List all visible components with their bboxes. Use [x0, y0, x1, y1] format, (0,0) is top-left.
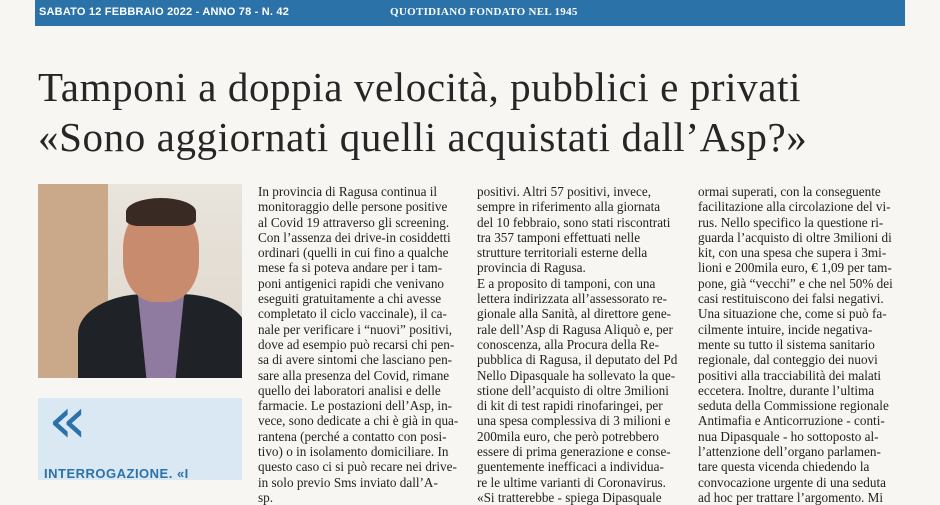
text-line: tra 357 tamponi effettuati nelle — [477, 229, 641, 245]
text-line: sempre in riferimento alla giornata — [477, 199, 661, 215]
text-line: essere di prima generazione e conse- — [477, 444, 671, 460]
text-line: tivo) o in isolamento domiciliare. In — [258, 444, 449, 460]
text-line: 200mila euro, che però potrebbero — [477, 428, 659, 444]
text-line: tare questa vicenda chiedendo la — [698, 459, 870, 475]
text-line: questo caso ci si può recare nei drive- — [258, 459, 457, 475]
text-line: nale per verificare i “nuovi” positivi, — [258, 321, 453, 337]
text-line: farmacie. Le postazioni dell’Asp, in- — [258, 398, 453, 414]
text-line: dove ad esempio può recarsi chi pen- — [258, 336, 455, 352]
article-column-1 — [258, 184, 464, 505]
text-line: gionale alla Sanità, al direttore gene- — [477, 306, 672, 322]
text-line: regionale, dal conteggio dei nuovi — [698, 352, 878, 368]
text-line: casi restituiscono dei falsi negativi. — [698, 291, 884, 307]
text-line: In provincia di Ragusa continua il — [258, 184, 438, 199]
founded-tagline: QUOTIDIANO FONDATO NEL 1945 — [390, 6, 578, 18]
text-line: rale dell’Asp di Ragusa Aliquò e, per — [477, 321, 673, 337]
text-line: lioni e 200mila euro, € 1,09 per tam- — [698, 260, 892, 276]
text-line: lettera indirizzata all’assessorato re- — [477, 291, 668, 307]
text-line: di kit di test rapidi rinofaringei, per — [477, 398, 663, 414]
text-line: eseguiti gratuitamente a chi avesse — [258, 291, 442, 307]
text-line: cilmente intuire, incide negativa- — [698, 321, 873, 337]
quote-mark-icon: « — [48, 384, 88, 458]
text-line: rus. Nello specifico la questione ri- — [698, 214, 884, 230]
text-line: eccetera. Inoltre, durante l’ultima — [698, 382, 875, 398]
sidebar-quote-box — [38, 384, 242, 481]
text-line: ad hoc per trattare l’argomento. Mi — [698, 489, 884, 505]
portrait-photo — [38, 184, 242, 378]
text-line: guentemente inefficaci a individua- — [477, 459, 664, 475]
text-line: guarda l’acquisto di oltre 3milioni di — [698, 229, 892, 245]
text-line: ordinari (quelli in cui fino a qualche — [258, 245, 449, 261]
headline-line-1: Tamponi a doppia velocità, pubblici e privati — [38, 64, 802, 110]
text-line: quello dei laboratori analisi e delle — [258, 382, 441, 398]
text-line: strutture territoriali esterne della — [477, 245, 648, 261]
text-line: del 10 febbraio, sono stati riscontrati — [477, 214, 671, 230]
text-line: Con l’assenza dei drive-in cosiddetti — [258, 229, 451, 245]
text-line: in solo previo Sms inviato dall’A- — [258, 474, 438, 490]
text-line: ormai superati, con la conseguente — [698, 184, 881, 199]
text-line: rantena (perché a contatto con posi- — [258, 428, 447, 444]
text-line: l’attenzione dell’organo parlamen- — [698, 444, 881, 460]
text-line: mese fa si poteva andare per i tam- — [258, 260, 443, 276]
issue-date-line: SABATO 12 FEBBRAIO 2022 - ANNO 78 - N. 42 — [39, 6, 290, 18]
text-line: al Covid 19 attraverso gli screening. — [258, 214, 450, 230]
text-line: positivi. Altri 57 positivi, invece, — [477, 184, 651, 199]
text-line: pubblica di Ragusa, il deputato del Pd — [477, 352, 678, 368]
headline-line-2: «Sono aggiornati quelli acquistati dall’Asp?» — [38, 114, 808, 160]
text-line: Antimafia e Anticorruzione - conti- — [698, 413, 885, 429]
text-line: seduta della Commissione regionale — [698, 398, 889, 414]
photo-hair — [126, 198, 196, 226]
text-line: E a proposito di tamponi, con una — [477, 275, 656, 291]
article-column-2 — [477, 184, 685, 505]
article-column-3 — [698, 184, 902, 505]
text-line: convocazione urgente di una seduta — [698, 474, 886, 490]
text-line: nua Dipasquale - ho sottoposto al- — [698, 428, 879, 444]
sidebar-label: INTERROGAZIONE. «I — [44, 466, 189, 481]
text-line: pone, già “vecchi” e che nel 50% dei — [698, 275, 893, 291]
text-line: sp. — [258, 489, 274, 505]
text-line: re le ultime varianti di Coronavirus. — [477, 474, 666, 490]
text-line: mente su tutto il sistema sanitario — [698, 336, 875, 352]
text-line: kit, con una spesa che supera i 3mi- — [698, 245, 887, 261]
text-line: Una situazione che, come si può fa- — [698, 306, 887, 322]
text-line: conoscenza, alla Procura della Re- — [477, 336, 659, 352]
text-line: vece, sono dedicate a chi è già in qua- — [258, 413, 459, 429]
text-line: positivi alla tracciabilità dei malati — [698, 367, 882, 383]
text-line: poni antigenici rapidi che venivano — [258, 275, 445, 291]
masthead-bar — [35, 0, 905, 26]
text-line: una spesa complessiva di 3 milioni e — [477, 413, 671, 429]
text-line: completato il ciclo vaccinale), il ca- — [258, 306, 447, 322]
text-line: sare alla presenza del Covid, rimane — [258, 367, 450, 383]
article-headline — [38, 62, 918, 162]
text-line: provincia di Ragusa. — [477, 260, 586, 276]
text-line: Nello Dipasquale ha sollevato la que- — [477, 367, 676, 383]
text-line: facilitazione alla circolazione del vi- — [698, 199, 891, 215]
text-line: sa di avere sintomi che lasciano pen- — [258, 352, 453, 368]
text-line: monitoraggio delle persone positive — [258, 199, 448, 215]
text-line: «Si tratterebbe - spiega Dipasquale — [477, 489, 662, 505]
text-line: stione dell’acquisto di oltre 3milioni — [477, 382, 669, 398]
